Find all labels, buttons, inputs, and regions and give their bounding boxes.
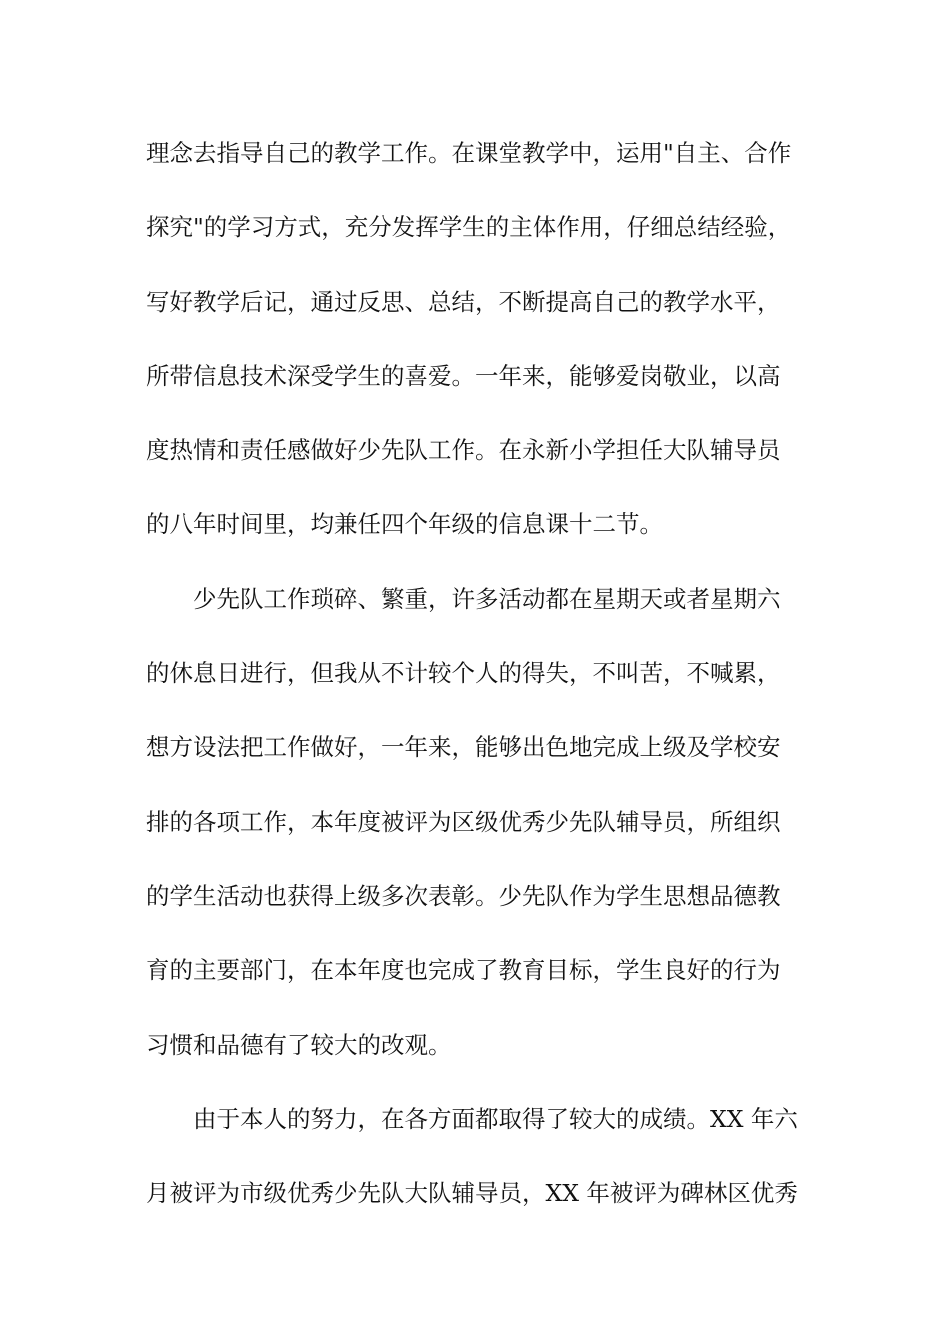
- text-line: 理念去指导自己的教学工作。在课堂教学中，运用"自主、合作: [146, 139, 792, 167]
- text-line: 度热情和责任感做好少先队工作。在永新小学担任大队辅导员: [146, 436, 781, 465]
- text-line: 育的主要部门，在本年度也完成了教育目标，学生良好的行为: [146, 956, 781, 985]
- paragraph-1: [146, 127, 810, 573]
- text-line: 所带信息技术深受学生的喜爱。一年来，能够爱岗敬业，以高: [146, 361, 781, 390]
- text-line: 习惯和品德有了较大的改观。: [146, 1030, 452, 1059]
- text-line: 探究"的学习方式，充分发挥学生的主体作用，仔细总结经验，: [146, 213, 792, 242]
- body-text: [146, 127, 810, 1241]
- text-line: 的八年时间里，均兼任四个年级的信息课十二节。: [146, 510, 663, 539]
- text-line: 月被评为市级优秀少先队大队辅导员，XX 年被评为碑林区优秀: [146, 1179, 798, 1208]
- text-line: 写好教学后记，通过反思、总结，不断提高自己的教学水平，: [146, 287, 781, 316]
- text-line: 排的各项工作，本年度被评为区级优秀少先队辅导员，所组织: [146, 807, 781, 836]
- text-line: 少先队工作琐碎、繁重，许多活动都在星期天或者星期六: [193, 584, 781, 613]
- paragraph-2: [146, 573, 810, 1093]
- text-line: 的学生活动也获得上级多次表彰。少先队作为学生思想品德教: [146, 881, 781, 910]
- paragraph-3: [146, 1093, 810, 1242]
- text-line: 由于本人的努力，在各方面都取得了较大的成绩。XX 年六: [193, 1104, 798, 1133]
- text-line: 的休息日进行，但我从不计较个人的得失，不叫苦，不喊累，: [146, 659, 781, 688]
- text-line: 想方设法把工作做好，一年来，能够出色地完成上级及学校安: [146, 733, 781, 762]
